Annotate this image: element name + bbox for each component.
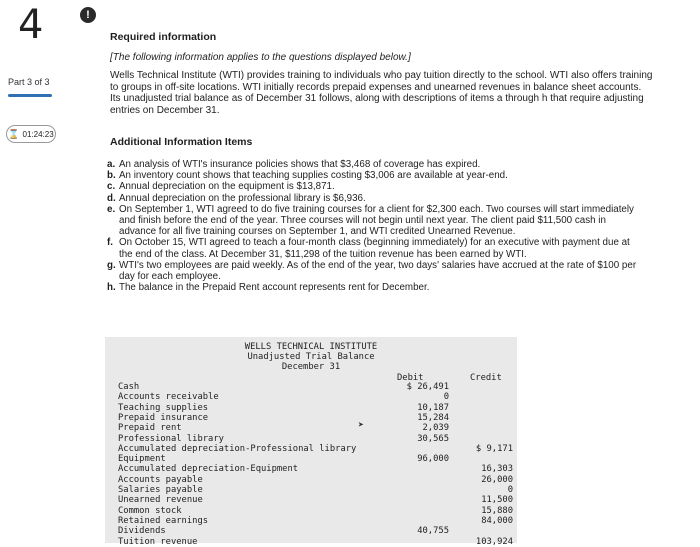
- trial-balance-company: WELLS TECHNICAL INSTITUTE: [244, 342, 378, 352]
- info-item-letter: c.: [107, 181, 116, 193]
- info-item-text: [119, 282, 695, 293]
- account-name: Tuition revenue: [118, 536, 198, 547]
- mouse-cursor-icon: ➤: [358, 420, 365, 431]
- debit-amount: 15,284: [417, 412, 449, 423]
- account-name: Salaries payable: [118, 485, 203, 495]
- info-item-text: [119, 193, 695, 204]
- trial-balance-panel: [105, 337, 517, 547]
- progress-bar: [8, 94, 52, 97]
- trial-balance-title: Unadjusted Trial Balance: [247, 352, 375, 362]
- info-item-letter: a.: [107, 159, 116, 170]
- account-name: Accounts receivable: [118, 392, 219, 403]
- debit-amount: 2,039: [422, 423, 449, 434]
- info-item-text: [119, 237, 695, 259]
- paragraph-line: to groups in off-site locations. WTI initially records prepaid expenses and unearned revenues in balance sheet accounts.: [110, 81, 642, 93]
- debit-amount: 0: [443, 392, 449, 403]
- credit-amount: 103,924: [475, 536, 513, 547]
- info-item: [107, 282, 695, 293]
- debit-header: Debit: [397, 373, 424, 383]
- account-name: Accumulated depreciation-Professional library: [118, 443, 357, 454]
- info-item: [107, 237, 695, 259]
- adjustment-items-list: [107, 159, 695, 293]
- info-item-letter: e.: [107, 203, 116, 215]
- trial-balance-date: December 31: [281, 362, 341, 372]
- question-sidebar: [0, 0, 62, 543]
- account-name: Prepaid rent: [118, 423, 182, 434]
- info-item-line: Annual depreciation on the professional library is $6,936.: [119, 192, 366, 204]
- info-item-line: and finish before the end of the year. Three courses will not begin until next year. The client paid $11,500 cash in: [119, 215, 606, 227]
- account-name: Professional library: [118, 433, 224, 444]
- credit-amount: 0: [507, 485, 513, 495]
- info-item-line: day for each employee.: [119, 271, 221, 283]
- info-item-text: [119, 204, 695, 238]
- credit-amount: 11,500: [481, 495, 513, 506]
- info-item-line: On October 15, WTI agreed to teach a four-month class (beginning immediately) for an executive with payment due at: [119, 237, 630, 249]
- info-item-line: The balance in the Prepaid Rent account represents rent for December.: [119, 282, 430, 294]
- info-item-letter: b.: [107, 170, 116, 182]
- account-name: Equipment: [118, 454, 166, 465]
- hourglass-icon: ⌛: [8, 128, 20, 139]
- account-name: Teaching supplies: [118, 402, 209, 413]
- part-indicator: Part 3 of 3: [8, 77, 50, 87]
- info-item: [107, 181, 695, 192]
- paragraph-line: entries on December 31.: [110, 104, 220, 116]
- info-item-line: On September 1, WTI agreed to do five training courses for a client for $2,300 each. Two courses will start immediately: [119, 203, 634, 215]
- info-item-text: [119, 181, 695, 192]
- paragraph-line: Its unadjusted trial balance as of December 31 follows, along with descriptions of items a through h that require adjusting: [110, 93, 644, 104]
- info-item-line: An analysis of WTI's insurance policies shows that $3,468 of coverage has expired.: [119, 159, 481, 170]
- credit-header: Credit: [470, 373, 502, 383]
- info-item-line: WTI's two employees are paid weekly. As of the end of the year, two days' salaries have accrued at the rate of $100 per: [119, 259, 637, 271]
- required-info-heading: Required information: [110, 31, 217, 43]
- info-item-text: [119, 260, 695, 282]
- account-name: Prepaid insurance: [118, 412, 209, 423]
- info-item-line: Annual depreciation on the equipment is $13,871.: [119, 181, 335, 193]
- account-name: Dividends: [118, 526, 166, 537]
- account-name: Unearned revenue: [118, 495, 203, 506]
- timer-pill[interactable]: [6, 125, 56, 143]
- info-item: [107, 193, 695, 204]
- alert-icon: !: [80, 7, 96, 23]
- credit-amount: 16,303: [481, 464, 513, 475]
- question-number: 4: [18, 2, 44, 48]
- debit-amount: 40,755: [417, 526, 449, 537]
- info-item-line: advance for all five training courses on September 1, and WTI credited Unearned Revenue.: [119, 226, 516, 238]
- info-item-letter: f.: [107, 237, 113, 249]
- info-item-letter: h.: [107, 282, 116, 294]
- account-name: Cash: [118, 382, 140, 392]
- info-item: [107, 260, 695, 282]
- info-item-letter: d.: [107, 192, 116, 204]
- additional-info-heading: Additional Information Items: [110, 136, 253, 148]
- account-name: Retained earnings: [118, 515, 209, 526]
- debit-amount: 10,187: [417, 402, 449, 413]
- credit-amount: 84,000: [481, 515, 513, 526]
- debit-amount: 96,000: [417, 454, 449, 465]
- info-item-letter: g.: [107, 259, 116, 271]
- credit-amount: 15,880: [481, 505, 513, 516]
- info-item-line: An inventory count shows that teaching supplies costing $3,006 are available at year-end.: [119, 170, 508, 182]
- info-item-text: [119, 170, 695, 181]
- timer-value: 01:24:23: [22, 129, 54, 139]
- info-item: [107, 159, 695, 170]
- account-name: Accounts payable: [118, 474, 203, 485]
- account-name: Common stock: [118, 505, 182, 516]
- info-item-text: [119, 159, 695, 170]
- debit-amount: 30,565: [417, 433, 449, 444]
- info-item: [107, 204, 695, 238]
- account-name: Accumulated depreciation-Equipment: [118, 464, 299, 475]
- intro-note: [The following information applies to the questions displayed below.]: [110, 52, 411, 63]
- paragraph-line: Wells Technical Institute (WTI) provides training to individuals who pay tuition directly to the school. WTI also offers training: [110, 70, 653, 81]
- credit-amount: $ 9,171: [475, 443, 513, 454]
- credit-amount: 26,000: [481, 474, 513, 485]
- info-item-line: the end of the class. At December 31, $11,298 of the tuition revenue has been earned by WTI.: [119, 248, 527, 260]
- debit-amount: $ 26,491: [406, 382, 449, 392]
- description-paragraph: [110, 70, 695, 116]
- info-item: [107, 170, 695, 181]
